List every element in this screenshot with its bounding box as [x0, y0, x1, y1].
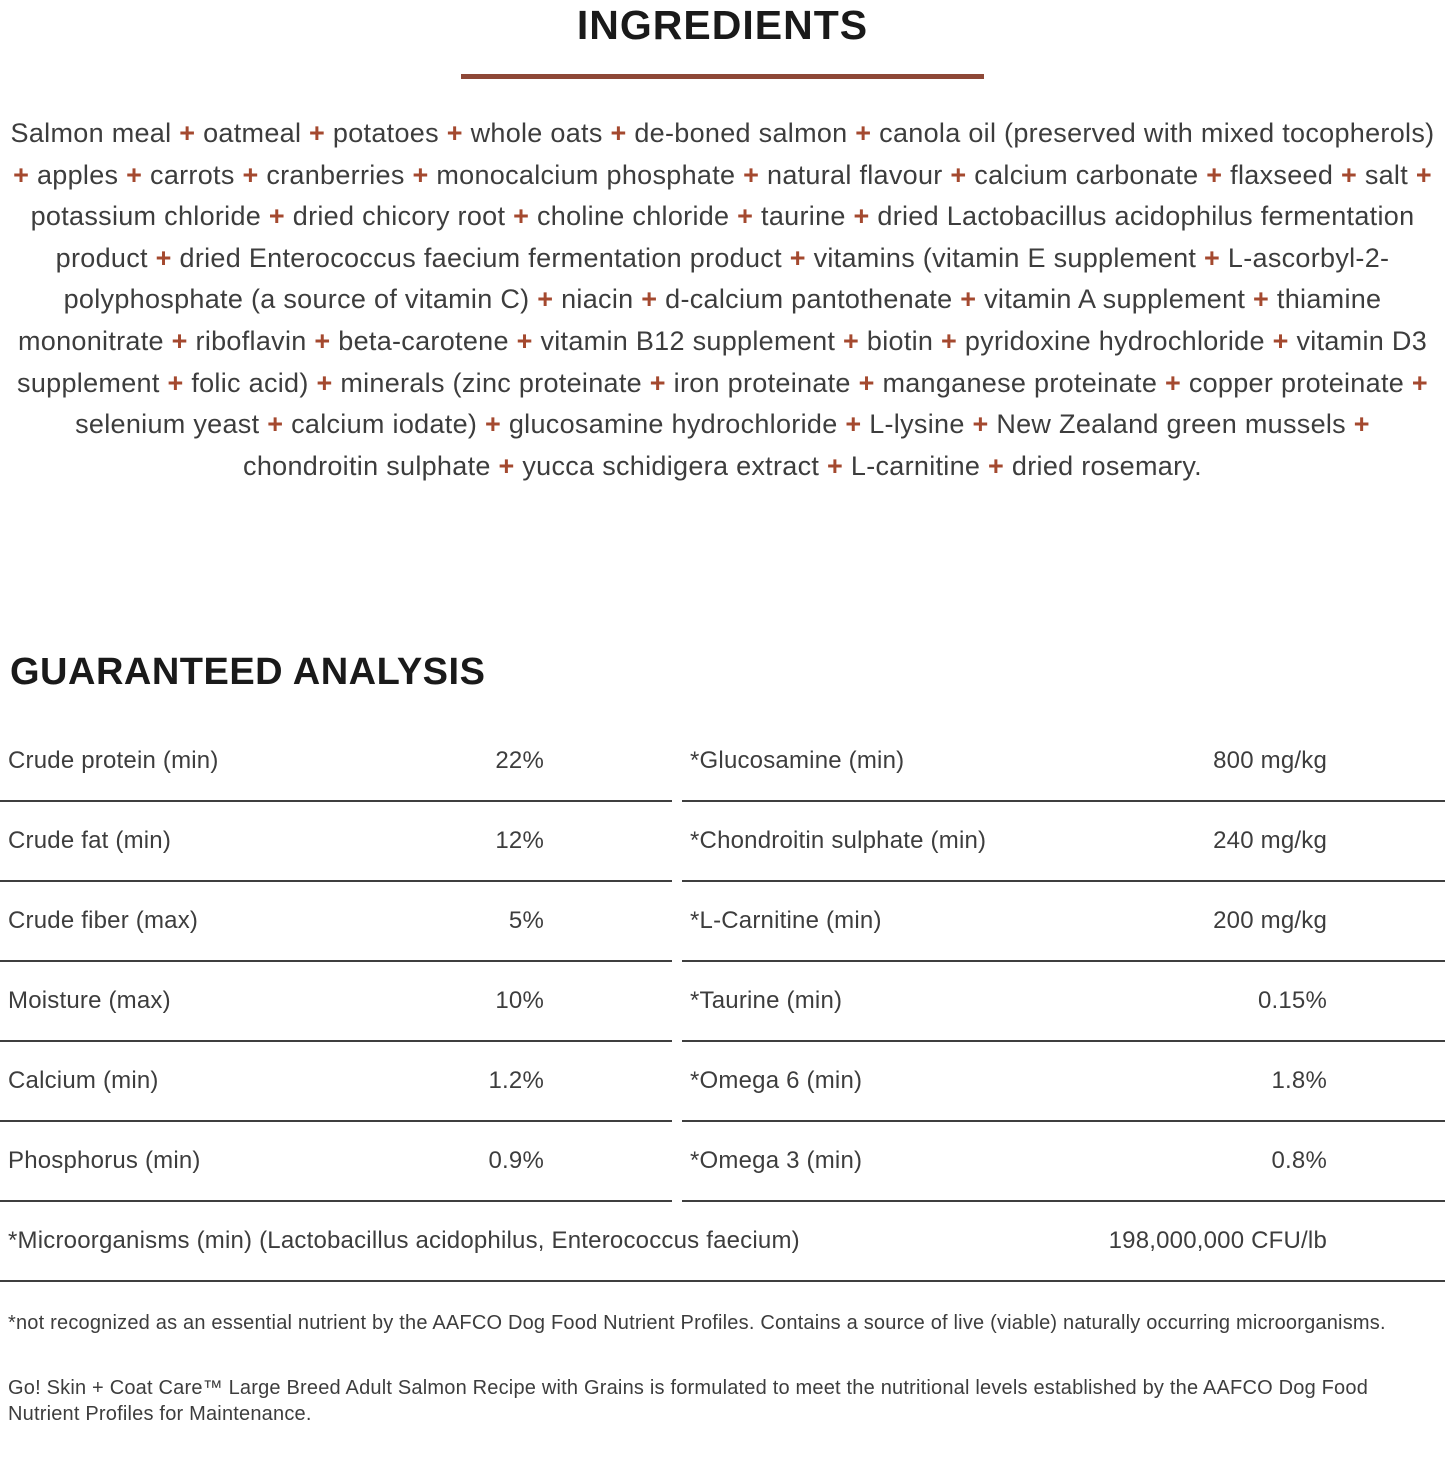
- ingredient-item: dried Enterococcus faecium fermentation product: [179, 242, 782, 273]
- plus-separator: +: [147, 242, 180, 273]
- ingredient-item: manganese proteinate: [882, 367, 1158, 398]
- ingredient-item: L-lysine: [869, 409, 965, 440]
- analysis-row: [0, 1042, 672, 1122]
- ingredient-item: folic acid): [191, 367, 309, 398]
- plus-separator: +: [850, 367, 883, 398]
- analysis-table-left-column: [0, 722, 672, 1202]
- ingredient-item: dried Lactobacillus acidophilus fermentation product: [55, 201, 1415, 273]
- plus-separator: +: [508, 325, 541, 356]
- ingredient-item: potatoes: [332, 118, 439, 148]
- plus-separator: +: [835, 325, 867, 356]
- analysis-table-right-column: [682, 722, 1445, 1202]
- plus-separator: +: [942, 159, 975, 190]
- ingredient-item: oatmeal: [203, 118, 302, 148]
- analysis-row-label: *L-Carnitine (min): [690, 907, 882, 935]
- ingredient-item: flaxseed: [1230, 159, 1334, 190]
- ingredient-item: natural flavour: [767, 159, 943, 190]
- plus-separator: +: [1198, 159, 1231, 190]
- ingredient-item: calcium iodate): [291, 409, 478, 440]
- plus-separator: +: [641, 367, 674, 398]
- plus-separator: +: [952, 284, 985, 315]
- ingredient-item: beta-carotene: [338, 325, 509, 356]
- analysis-row: [682, 1122, 1445, 1202]
- ingredient-item: whole oats: [470, 118, 603, 148]
- analysis-row-value: 1.8%: [1271, 1067, 1327, 1095]
- analysis-row: [0, 802, 672, 882]
- analysis-row-label: Moisture (max): [8, 987, 171, 1015]
- formulation-statement: Go! Skin + Coat Care™ Large Breed Adult Salmon Recipe with Grains is formulated to meet the nutritional levels established by the AAFCO Dog Food Nutrient Profiles for Maintenance.: [8, 1377, 1369, 1426]
- microorganisms-row: [0, 1202, 1445, 1282]
- ingredient-item: monocalcium phosphate: [436, 159, 736, 190]
- ingredient-item: glucosamine hydrochloride: [508, 409, 838, 440]
- plus-separator: +: [729, 201, 762, 232]
- ingredient-item: dried rosemary.: [1011, 450, 1202, 481]
- ingredient-item: carrots: [150, 159, 235, 190]
- analysis-row: [0, 722, 672, 802]
- plus-separator: +: [234, 159, 267, 190]
- ingredient-item: selenium yeast: [75, 409, 260, 440]
- plus-separator: +: [1196, 242, 1228, 273]
- ingredient-item: taurine: [761, 201, 846, 232]
- plus-separator: +: [13, 159, 37, 190]
- ingredient-item: copper proteinate: [1188, 367, 1405, 398]
- ingredient-item: L-ascorbyl-2-polyphosphate (a source of vitamin C): [63, 242, 1390, 315]
- plus-separator: +: [404, 159, 437, 190]
- plus-separator: +: [1264, 325, 1297, 356]
- plus-separator: +: [819, 450, 851, 481]
- analysis-row-value: 5%: [508, 907, 544, 935]
- plus-separator: +: [163, 325, 196, 356]
- plus-separator: +: [1245, 284, 1277, 315]
- analysis-row-label: Calcium (min): [8, 1067, 159, 1095]
- plus-separator: +: [261, 201, 293, 232]
- plus-separator: +: [1408, 159, 1432, 190]
- ingredient-item: d-calcium pantothenate: [665, 284, 953, 315]
- ingredient-item: riboflavin: [195, 325, 307, 356]
- microorganisms-row-value: 198,000,000 CFU/lb: [1108, 1227, 1327, 1255]
- plus-separator: +: [505, 201, 537, 232]
- plus-separator: +: [837, 409, 870, 440]
- plus-separator: +: [933, 325, 965, 356]
- plus-separator: +: [306, 325, 339, 356]
- ingredients-rule-divider: [461, 74, 984, 79]
- ingredient-item: vitamin D3 supplement: [17, 325, 1428, 398]
- plus-separator: +: [171, 118, 204, 148]
- ingredient-item: calcium carbonate: [974, 159, 1199, 190]
- analysis-row-value: 10%: [495, 987, 544, 1015]
- analysis-row-label: *Glucosamine (min): [690, 747, 905, 775]
- ingredient-item: cranberries: [266, 159, 405, 190]
- analysis-row-label: *Chondroitin sulphate (min): [690, 827, 987, 855]
- analysis-row-label: Crude fat (min): [8, 827, 172, 855]
- ingredient-item: vitamin A supplement: [984, 284, 1246, 315]
- ingredient-item: New Zealand green mussels: [996, 409, 1346, 440]
- analysis-row-value: 0.15%: [1257, 987, 1327, 1015]
- analysis-table-column-gap: [672, 722, 682, 1202]
- analysis-row-label: *Taurine (min): [690, 987, 843, 1015]
- ingredient-item: choline chloride: [536, 201, 730, 232]
- ingredient-item: potassium chloride: [30, 201, 262, 232]
- analysis-row-value: 22%: [495, 747, 544, 775]
- plus-separator: +: [490, 450, 523, 481]
- ingredient-item: de-boned salmon: [634, 118, 848, 148]
- ingredient-item: chondroitin sulphate: [243, 450, 491, 481]
- analysis-row-value: 0.9%: [488, 1147, 544, 1175]
- plus-separator: +: [847, 118, 880, 148]
- plus-separator: +: [118, 159, 151, 190]
- analysis-row-value: 12%: [495, 827, 544, 855]
- ingredient-item: vitamin B12 supplement: [540, 325, 836, 356]
- plus-separator: +: [1404, 367, 1428, 398]
- plus-separator: +: [529, 284, 562, 315]
- plus-separator: +: [301, 118, 333, 148]
- analysis-row-label: Crude protein (min): [8, 747, 219, 775]
- analysis-row-value: 240 mg/kg: [1213, 827, 1327, 855]
- analysis-row-label: Phosphorus (min): [8, 1147, 201, 1175]
- ingredient-item: dried chicory root: [292, 201, 506, 232]
- plus-separator: +: [308, 367, 341, 398]
- analysis-row: [682, 802, 1445, 882]
- ingredient-item: iron proteinate: [673, 367, 851, 398]
- ingredient-item: minerals (zinc proteinate: [340, 367, 642, 398]
- ingredient-item: thiamine mononitrate: [17, 284, 1382, 356]
- plus-separator: +: [633, 284, 666, 315]
- analysis-row: [0, 1122, 672, 1202]
- ingredient-item: biotin: [866, 325, 934, 356]
- guaranteed-analysis-tables: [0, 722, 1445, 1202]
- analysis-row: [682, 962, 1445, 1042]
- ingredient-item: pyridoxine hydrochloride: [964, 325, 1265, 356]
- guaranteed-analysis-title: GUARANTEED ANALYSIS: [10, 651, 486, 694]
- ingredient-item: L-carnitine: [850, 450, 981, 481]
- aafco-asterisk-footnote: *not recognized as an essential nutrient by the AAFCO Dog Food Nutrient Profiles. Contains a source of live (viable) naturally occurring microorganisms.: [8, 1312, 1386, 1335]
- analysis-row-value: 200 mg/kg: [1213, 907, 1327, 935]
- analysis-row: [682, 722, 1445, 802]
- plus-separator: +: [845, 201, 878, 232]
- plus-separator: +: [1157, 367, 1189, 398]
- plus-separator: +: [602, 118, 635, 148]
- plus-separator: +: [980, 450, 1012, 481]
- microorganisms-row-label: *Microorganisms (min) (Lactobacillus acidophilus, Enterococcus faecium): [8, 1227, 800, 1255]
- ingredient-item: vitamins (vitamin E supplement: [813, 242, 1197, 273]
- ingredients-title: INGREDIENTS: [576, 2, 869, 48]
- ingredients-paragraph: [0, 113, 1445, 487]
- analysis-row: [0, 882, 672, 962]
- analysis-row-label: *Omega 3 (min): [690, 1147, 863, 1175]
- analysis-row: [0, 962, 672, 1042]
- plus-separator: +: [477, 409, 509, 440]
- analysis-row-value: 0.8%: [1271, 1147, 1327, 1175]
- plus-separator: +: [781, 242, 814, 273]
- plus-separator: +: [159, 367, 192, 398]
- plus-separator: +: [1333, 159, 1365, 190]
- analysis-row-value: 1.2%: [488, 1067, 544, 1095]
- ingredient-item: niacin: [561, 284, 634, 315]
- ingredient-item: canola oil (preserved with mixed tocopherols): [879, 118, 1435, 148]
- plus-separator: +: [438, 118, 471, 148]
- plus-separator: +: [1345, 409, 1370, 440]
- analysis-row-label: Crude fiber (max): [8, 907, 199, 935]
- analysis-row-value: 800 mg/kg: [1213, 747, 1327, 775]
- ingredient-item: yucca schidigera extract: [522, 450, 820, 481]
- analysis-row-label: *Omega 6 (min): [690, 1067, 863, 1095]
- ingredient-item: salt: [1364, 159, 1409, 190]
- plus-separator: +: [964, 409, 997, 440]
- ingredient-item: apples: [36, 159, 119, 190]
- analysis-row: [682, 882, 1445, 962]
- plus-separator: +: [259, 409, 292, 440]
- plus-separator: +: [735, 159, 767, 190]
- ingredient-item: Salmon meal: [10, 118, 172, 148]
- analysis-row: [682, 1042, 1445, 1122]
